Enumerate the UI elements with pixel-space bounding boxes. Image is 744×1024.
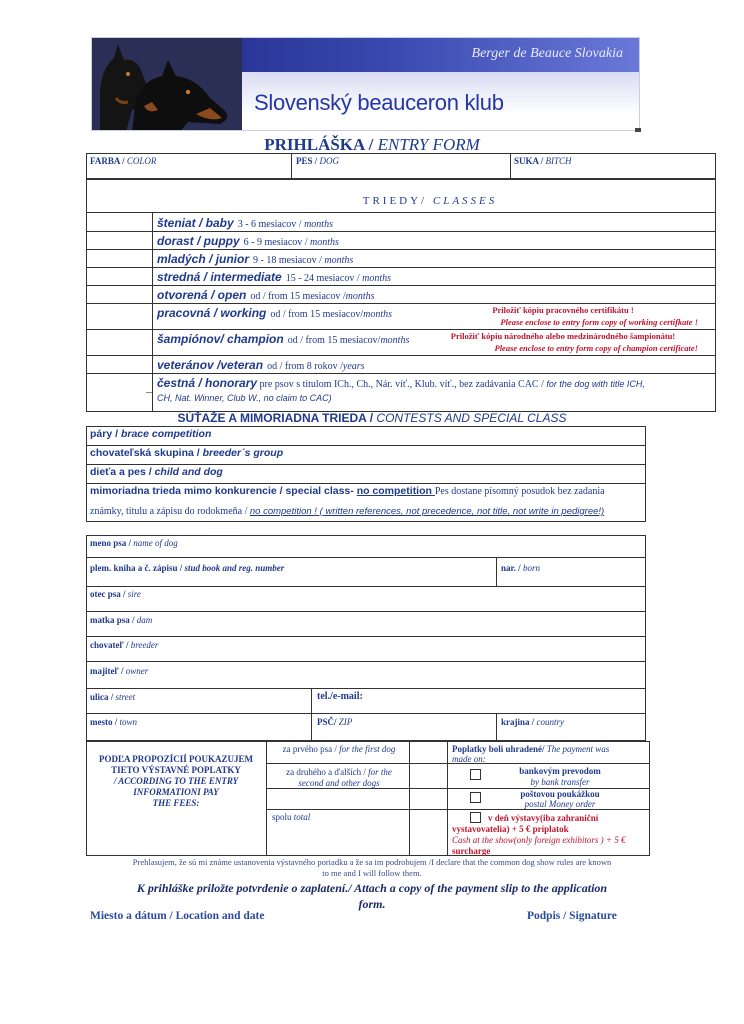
divider	[86, 445, 646, 446]
class-note-en: Please enclose to entry form copy of champion certificate!	[494, 343, 698, 353]
class-note-sk: Priložiť kópiu národného alebo medzinárodného šampionátu!	[450, 331, 676, 341]
class-note	[428, 330, 698, 354]
class-name: veteránov /veteran	[157, 358, 264, 372]
color-label-en: COLOR	[126, 156, 157, 166]
divider	[86, 611, 646, 612]
country-label-sk: krajina /	[501, 717, 537, 727]
contest-label-sk: dieťa a pes /	[90, 466, 155, 478]
paid-label-sk: Poplatky boli uhradené/	[452, 744, 547, 754]
country-label-en: country	[536, 717, 565, 727]
divider	[291, 153, 292, 179]
class-row[interactable]	[157, 250, 709, 267]
fees-intro-line1: PODĽA PROPOZÍCIÍ POUKAZUJEM	[98, 754, 253, 764]
attach-instruction	[0, 880, 744, 912]
special-class-nocomp: no competition	[356, 485, 435, 497]
zip-label-en: ZIP	[338, 717, 353, 727]
sire-label-sk: otec psa /	[90, 589, 128, 599]
class-name: mladých / junior	[157, 252, 250, 266]
class-desc-en: months	[380, 335, 410, 346]
divider	[86, 586, 646, 587]
class-note	[428, 304, 698, 328]
class-name: čestná / honorary	[157, 376, 258, 390]
fees-intro-line3: / ACCORDING TO THE ENTRY	[113, 776, 239, 786]
dam-label-en: dam	[136, 615, 153, 625]
class-desc-en: months	[304, 219, 333, 230]
first-dog-label-sk: za prvého psa /	[282, 744, 340, 754]
fees-intro-line4: INFORMATIONI PAY	[133, 787, 219, 797]
bank-label-en: by bank transfer	[530, 777, 590, 787]
color-field[interactable]	[90, 156, 156, 166]
breeder-field[interactable]	[90, 640, 158, 650]
color-sex-row	[86, 153, 716, 179]
second-dog-label-en1: for the	[368, 767, 392, 777]
divider	[266, 763, 447, 764]
show-label-sk1: v deň výstavy(iba zahraniční	[488, 813, 599, 823]
banner-corner-mark	[635, 128, 641, 132]
divider	[86, 661, 646, 662]
class-row[interactable]	[157, 214, 709, 231]
divider	[86, 483, 646, 484]
divider	[409, 741, 410, 856]
class-desc: od / from 15 mesiacov /	[250, 291, 346, 302]
class-desc: 9 - 18 mesiacov /	[253, 255, 325, 266]
class-desc-en-2: CH, Nat. Winner, Club W., no claim to CAC)	[157, 393, 332, 403]
tel-email-field[interactable]: tel./e-mail:	[317, 691, 363, 702]
class-desc: od / from 15 mesiacov/	[287, 335, 381, 346]
bitch-field[interactable]	[514, 156, 572, 166]
class-desc-en: years	[342, 361, 365, 372]
contest-row[interactable]	[90, 447, 283, 459]
contest-label-en: brace competition	[120, 428, 212, 440]
fees-intro	[88, 754, 264, 809]
paid-label-en1: The payment was	[546, 744, 610, 754]
second-dog-label-en2: second and other dogs	[298, 778, 380, 788]
divider	[86, 557, 646, 558]
born-label-sk: nar. /	[501, 563, 523, 573]
bitch-label-en: BITCH	[545, 156, 572, 166]
class-desc-en: months	[345, 291, 375, 302]
contest-row[interactable]	[90, 466, 223, 478]
postal-order-checkbox[interactable]	[470, 792, 481, 803]
special-class-desc-2: známky, titulu a zápisu do rodokmeňa /	[90, 506, 250, 517]
contest-label-sk: chovateľská skupina /	[90, 447, 203, 459]
special-class-label: mimoriadna trieda mimo konkurencie / special class-	[90, 485, 357, 497]
declaration	[0, 857, 744, 879]
total-label-en: total	[293, 812, 311, 822]
studbook-label-en: stud book and reg. number	[184, 563, 285, 573]
special-class-row-2	[90, 506, 604, 517]
signature-label[interactable]: Podpis / Signature	[527, 910, 617, 922]
zip-field[interactable]	[317, 717, 352, 727]
dog-name-label-sk: meno psa /	[90, 538, 134, 548]
fees-intro-line2: TIETO VÝSTAVNÉ POPLATKY	[111, 765, 241, 775]
class-note-sk: Priložiť kópiu pracovného certifikátu !	[492, 305, 634, 315]
class-desc-en: months	[363, 309, 393, 320]
divider	[86, 713, 646, 714]
dog-label-sk: PES /	[296, 156, 320, 166]
postal-order-label	[500, 789, 620, 809]
divider	[86, 212, 716, 213]
postal-label-sk: poštovou poukážkou	[520, 789, 600, 799]
contests-title-en: CONTESTS AND SPECIAL CLASS	[376, 411, 567, 425]
show-label-en1: Cash at the show(only foreign exhibitors ) + 5 €	[452, 835, 626, 845]
form-title-en: ENTRY FORM	[377, 135, 480, 154]
total-label-sk: spolu	[272, 812, 294, 822]
special-class-row[interactable]	[90, 485, 605, 497]
divider	[496, 713, 497, 741]
born-field[interactable]	[501, 563, 540, 573]
country-field[interactable]	[501, 717, 564, 727]
class-name: stredná / intermediate	[157, 270, 282, 284]
street-label-sk: ulica /	[90, 692, 116, 702]
bank-label-sk: bankovým prevodom	[519, 766, 601, 776]
class-desc: od / from 15 mesiacov/	[270, 309, 364, 320]
bitch-label-sk: SUKA /	[514, 156, 546, 166]
divider	[496, 557, 497, 586]
class-name: otvorená / open	[157, 288, 247, 302]
class-desc-en: months	[310, 237, 339, 248]
divider	[447, 741, 448, 856]
sire-label-en: sire	[127, 589, 141, 599]
class-desc: pre psov s titulom ICh., Ch., Nár. víť., Klub. víť., bez zadávania CAC /	[259, 379, 547, 390]
town-label-en: town	[119, 717, 138, 727]
dam-label-sk: matka psa /	[90, 615, 137, 625]
contests-title-sk: SÚŤAŽE A MIMORIADNA TRIEDA /	[177, 411, 377, 425]
town-label-sk: mesto /	[90, 717, 120, 727]
contests-title	[0, 411, 744, 425]
dog-field[interactable]	[296, 156, 339, 166]
contest-label-sk: páry /	[90, 428, 121, 440]
street-field[interactable]	[90, 692, 135, 702]
form-title-sk: PRIHLÁŠKA /	[264, 135, 378, 154]
bank-transfer-label	[500, 766, 620, 788]
special-class-desc-en: no competition ! ( written references, not precedence, not title, not write in pedigree!)	[249, 506, 605, 517]
class-row[interactable]	[157, 268, 709, 285]
class-note-en: Please enclose to entry form copy of working certifkate !	[500, 317, 698, 327]
color-label-sk: FARBA /	[90, 156, 127, 166]
breeder-label-en: breeder	[130, 640, 159, 650]
special-class-desc: Pes dostane písomný posudok bez zadania	[434, 486, 605, 497]
total-fee[interactable]	[272, 812, 310, 822]
place-date-label[interactable]: Miesto a dátum / Location and date	[90, 910, 265, 922]
divider	[86, 636, 646, 637]
attach-line1: K prihláške priložte potvrdenie o zaplatení./ Attach a copy of the payment slip to the application	[136, 881, 608, 895]
contest-label-en: child and dog	[154, 466, 223, 478]
class-row[interactable]	[157, 286, 709, 303]
attach-line2: form.	[358, 897, 386, 911]
class-desc-en: months	[362, 273, 391, 284]
dog-label-en: DOG	[319, 156, 340, 166]
contest-label-en: breeder´s group	[202, 447, 284, 459]
declaration-line1: Prehlasujem, že sú mi známe ustanovenia výstavného poriadku a že sa im podrobujem /I declare that the common dog show rules are known	[132, 857, 612, 867]
first-dog-fee[interactable]	[272, 744, 406, 754]
divider	[86, 688, 646, 689]
owner-field[interactable]	[90, 666, 148, 676]
class-desc: 15 - 24 mesiacov /	[285, 273, 363, 284]
zip-label-sk: PSČ/	[317, 717, 339, 727]
postal-label-en: postal Money order	[524, 799, 596, 809]
dog-name-field[interactable]	[90, 538, 178, 548]
dogs-photo	[92, 38, 242, 131]
class-name: šampiónov/ champion	[157, 332, 284, 346]
class-desc: od / from 8 rokov /	[267, 361, 343, 372]
dam-field[interactable]	[90, 615, 152, 625]
owner-label-sk: majiteľ /	[90, 666, 126, 676]
dog-name-label-en: name of dog	[133, 538, 178, 548]
payment-made-on	[452, 744, 648, 764]
bank-transfer-checkbox[interactable]	[470, 769, 481, 780]
cash-at-show-label	[452, 813, 648, 857]
class-desc: 3 - 6 mesiacov /	[237, 219, 305, 230]
classes-title-sk: TRIEDY/	[362, 195, 428, 207]
form-title	[0, 135, 744, 155]
sire-field[interactable]	[90, 589, 141, 599]
small-mark	[146, 392, 152, 393]
header-banner	[91, 37, 640, 131]
class-row-honorary[interactable]	[157, 374, 709, 394]
breeder-label-sk: chovateľ /	[90, 640, 131, 650]
first-dog-label-en: for the first dog	[339, 744, 396, 754]
paid-label-en2: made on:	[452, 754, 486, 764]
divider	[86, 464, 646, 465]
divider	[510, 153, 511, 179]
divider	[152, 212, 153, 412]
show-label-en2: surcharge	[452, 846, 491, 856]
class-name: šteniat / baby	[157, 216, 234, 230]
town-field[interactable]	[90, 717, 137, 727]
class-row[interactable]	[157, 356, 709, 373]
divider	[311, 688, 312, 741]
classes-title	[0, 195, 744, 207]
studbook-label-sk: plem. kniha a č. zápisu /	[90, 563, 185, 573]
class-desc: 6 - 9 mesiacov /	[243, 237, 311, 248]
studbook-field[interactable]	[90, 563, 284, 573]
club-name: Slovenský beauceron klub	[254, 90, 504, 115]
divider	[266, 741, 267, 856]
classes-title-en: CLASSES	[432, 195, 498, 207]
divider	[266, 809, 650, 810]
class-name: dorast / puppy	[157, 234, 240, 248]
class-row[interactable]	[157, 232, 709, 249]
born-label-en: born	[522, 563, 540, 573]
banner-tagline: Berger de Beauce Slovakia	[471, 46, 623, 61]
class-desc-en: months	[324, 255, 354, 266]
class-desc-en: for the dog with title ICH,	[546, 379, 645, 389]
second-dog-label-sk: za druhého a ďalších /	[286, 767, 369, 777]
show-label-sk2: vystavovatelia) + 5 € príplatok	[452, 824, 569, 834]
owner-label-en: owner	[125, 666, 149, 676]
second-dog-fee[interactable]	[272, 767, 406, 789]
street-label-en: street	[115, 692, 136, 702]
contest-row[interactable]	[90, 428, 211, 440]
class-name: pracovná / working	[157, 306, 267, 320]
declaration-line2: to me and I will follow them.	[322, 868, 422, 878]
fees-intro-line5: THE FEES:	[152, 798, 200, 808]
